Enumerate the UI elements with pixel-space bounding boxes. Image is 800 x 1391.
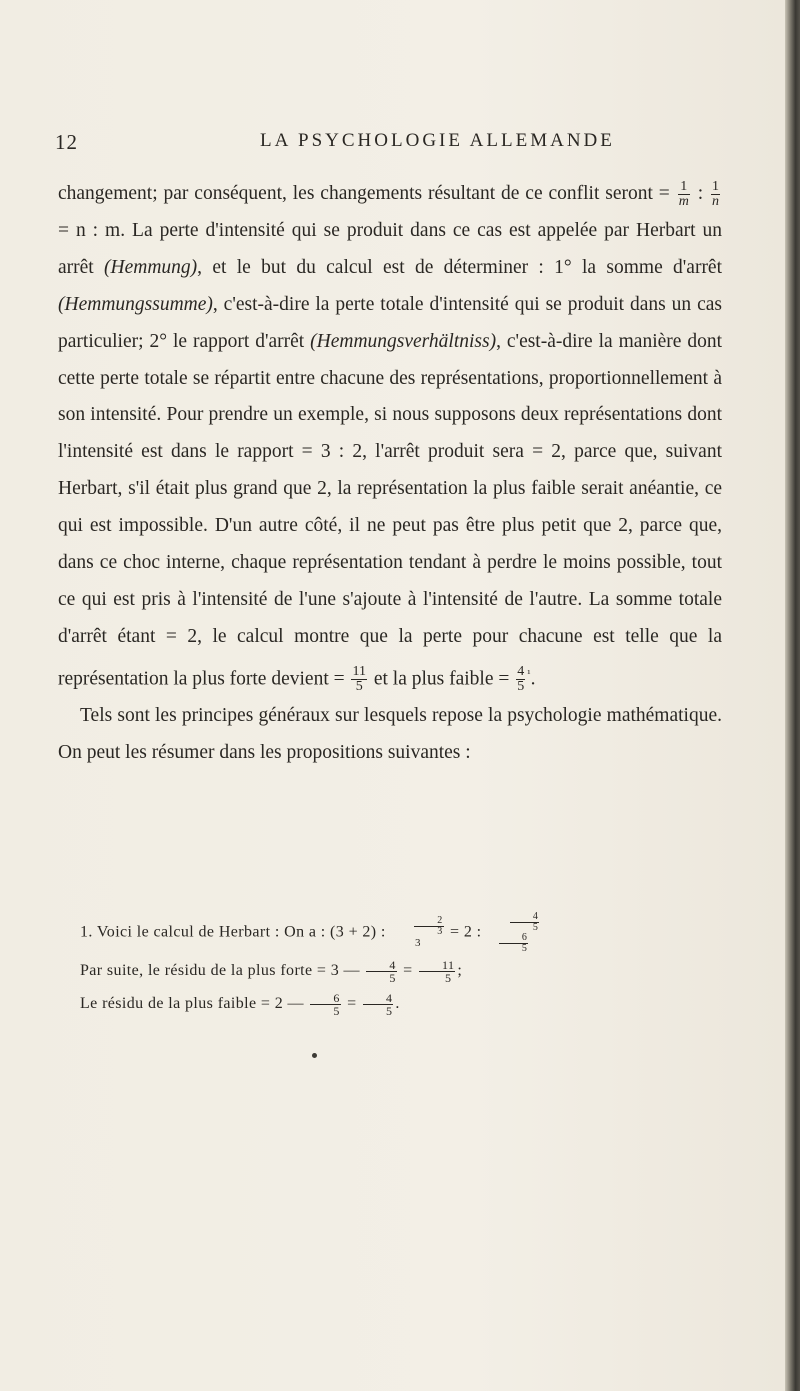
footnote (58, 912, 722, 1020)
numerator: 4 (517, 664, 525, 680)
body-text (58, 176, 722, 772)
fraction (363, 992, 393, 1017)
denominator: 5 (532, 922, 539, 933)
fraction (510, 912, 539, 933)
text-run: . (395, 995, 400, 1012)
numerator: 6 (499, 933, 528, 944)
numerator: 11 (419, 959, 455, 972)
page-header (55, 130, 715, 160)
numerator: 4 (510, 912, 539, 923)
numerator: 4 (363, 992, 393, 1005)
footnote-line-2 (58, 954, 722, 987)
denominator: 5 (444, 970, 452, 985)
text-run: et la plus faible = (373, 668, 510, 690)
colon: : (697, 183, 704, 204)
value: 3 (414, 937, 421, 949)
text-run: , c'est-à-dire la manière dont cette perte totale se répartit entre chacune des représentations, proportionnellement à son intensité. Pour prendre un exemple, si nous supposons deux représentations dont l'intensité est dans le rapport = 3 : 2, l'arrêt produit sera = 2, parce que, suivant Herbart, s'il était plus grand que 2, la représentation la plus faible serait anéantie, ce qui est impossible. D'un autre côté, il ne peut pas être plus petit que 2, parce que, dans ce choc interne, chaque représentation tendant à perdre le moins possible, tout ce qui est pris à l'intensité de l'une s'ajoute à l'intensité de l'autre. La somme totale d'arrêt étant = 2, le calcul montre que la perte pour chacune est telle que la représentation la plus forte devient = (58, 330, 723, 690)
text-run: ; (457, 962, 463, 979)
text-run: changement; par conséquent, les changements résultant de ce conflit seront = (58, 183, 670, 204)
german-term-hemmungssumme: (Hemmungssumme) (58, 293, 213, 315)
fraction (499, 933, 528, 954)
fraction (419, 959, 455, 984)
text-run: = n : m. La perte d'intensité qui se produit dans ce cas est appelée par Herbart un arrêt (58, 219, 722, 278)
numerator: 6 (310, 992, 340, 1005)
denominator: 3 (437, 926, 443, 937)
german-term-hemmung: (Hemmung) (104, 256, 198, 278)
fraction-1-over-m (678, 180, 690, 209)
text-run: 1. Voici le calcul de Herbart : On a : (3 + 2) : (80, 923, 386, 941)
denominator: 5 (521, 943, 528, 954)
fraction (366, 959, 396, 984)
text-run: , et le but du calcul est de déterminer : 1° la somme d'arrêt (197, 256, 723, 278)
denominator: 5 (355, 679, 363, 695)
text-run: Par suite, le résidu de la plus forte = 3 — (80, 962, 360, 979)
page-number: 12 (55, 130, 78, 154)
equals: = (403, 962, 413, 979)
fraction-4-over-5 (516, 665, 525, 694)
numerator: 4 (366, 959, 396, 972)
paragraph-2: Tels sont les principes généraux sur lesquels repose la psychologie mathématique. On peut les résumer dans les propositions suivantes : (58, 705, 722, 764)
footnote-line-1 (58, 912, 722, 954)
denominator: 5 (386, 1003, 393, 1018)
equals: = (347, 995, 357, 1012)
footnote-line-3 (58, 987, 722, 1020)
fraction (414, 916, 443, 937)
denominator: 5 (333, 1003, 340, 1018)
text-run: = 2 : (450, 923, 482, 941)
fraction (310, 992, 340, 1017)
denominator: n (712, 194, 720, 210)
ink-speck (312, 1053, 317, 1058)
numerator: 1 (712, 179, 720, 195)
paragraph-1 (58, 176, 722, 698)
text-run: . (530, 668, 536, 690)
numerator: 1 (678, 180, 690, 195)
running-title: LA PSYCHOLOGIE ALLEMANDE (260, 130, 615, 151)
page-binding-edge (785, 0, 800, 1391)
fraction-11-over-5 (351, 665, 366, 694)
denominator: m (678, 194, 689, 210)
german-term-hemmungsverhaltniss: (Hemmungsverhältniss) (310, 330, 497, 352)
denominator: 5 (517, 679, 525, 695)
fraction-1-over-n (711, 180, 720, 209)
numerator: 2 (414, 916, 443, 927)
text-run: , c'est-à-dire la perte totale d'intensité qui se produit dans un cas particulier; 2° le rapport d'arrêt (58, 293, 722, 352)
brace-group-1 (390, 916, 445, 950)
numerator: 11 (352, 664, 366, 680)
footnote-marker[interactable]: ¹ (527, 667, 531, 680)
brace-group-2 (486, 912, 541, 954)
denominator: 5 (389, 970, 396, 985)
text-run: Le résidu de la plus faible = 2 — (80, 995, 304, 1012)
